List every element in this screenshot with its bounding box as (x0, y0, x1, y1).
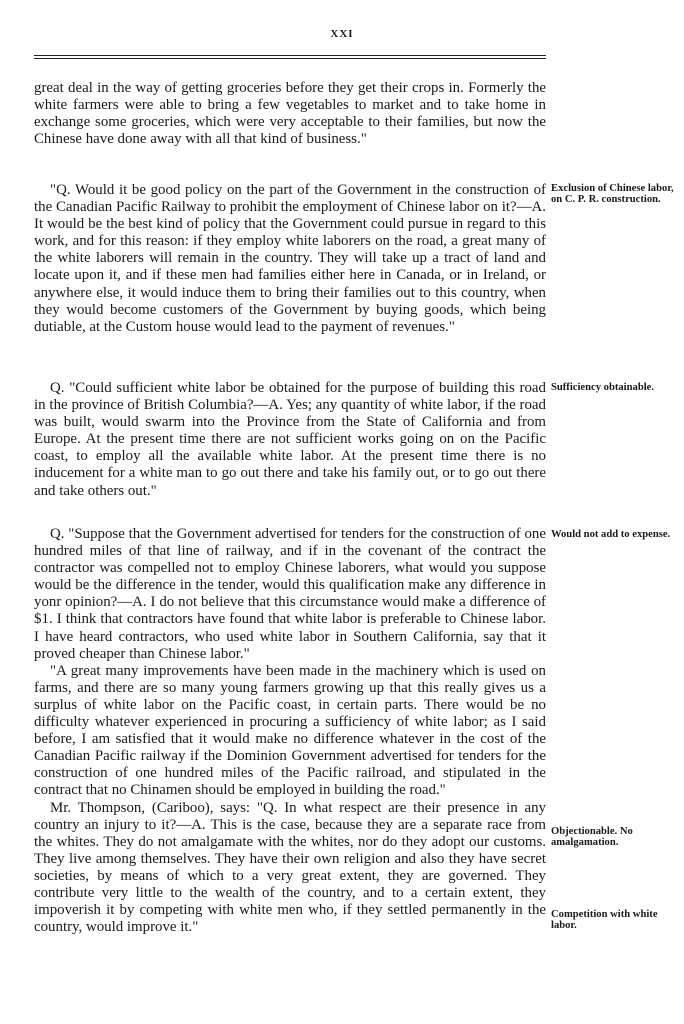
sidenote-competition: Competition with white labor. (551, 909, 658, 931)
paragraph-tenders (34, 526, 546, 936)
paragraph-text: Mr. Thompson, (Cariboo), says: "Q. In what respect are their presence in any country an injury to it?—A. This is the case, because they are a separate race from the whites. They do not amalgamate with the whites, nor do they adopt our customs. They live among themselves. They have their own religion and also they have secret societies, by means of which to a very great extent, they are governed. They contribute very little to the wealth of the country, and to a certain extent, they impoverish it by competing with white men who, if they settled permanently in the country, would improve it." (34, 799, 546, 936)
sidenote-expense: Would not add to expense. (551, 529, 671, 540)
paragraph-text: Q. "Could sufficient white labor be obtained for the purpose of building this road in the province of British Columbia?—A. Yes; any quantity of white labor, if the road was built, would swarm into the Province from the State of California and from Europe. At the present time there are not sufficient works going on on the Pacific coast, to employ all the available white labor. At the present time there is no inducement for a white man to go out there and take his family out, or to go out there and take others out." (34, 380, 546, 499)
sidenote-sufficiency: Sufficiency obtainable. (551, 382, 654, 393)
paragraph-text: Q. "Suppose that the Government advertised for tenders for the construction of one hundred miles of that line of railway, and if in the covenant of the contract the contractor was compelled not to employ Chinese laborers, what would you suppose would be the difference in the tender, would this qualification make any difference in yonr opinion?—A. I do not believe that this circumstance would make a difference of $1. I think that contractors have found that white labor is preferable to Chinese labor. I have heard contractors, who used white labor in Southern California, say that it proved cheaper than Chinese labor." (34, 526, 546, 662)
paragraph-sufficiency (34, 380, 546, 500)
sidenote-amalgamation: Objectionable. No amalgamation. (551, 826, 633, 848)
page-number: XXI (330, 28, 354, 40)
paragraph-groceries (34, 80, 546, 148)
paragraph-text: "Q. Would it be good policy on the part of the Government in the construction of the Canadian Pacific Railway to prohibit the employment of Chinese labor on it?—A. It would be the best kind of policy that the Government could pursue in regard to this work, and for this reason: if they employ white laborers on the road, a great many of the white laborers will remain in the country. They will take up a tract of land and locate upon it, and if these men had families either here in Canada, or in Ireland, or anywhere else, it would induce them to bring their families out to this country, when they would become customers of the Government by buying goods, which being dutiable, at the Custom house would lead to the payment of revenues." (34, 182, 546, 335)
paragraph-policy (34, 182, 546, 336)
header-rule (34, 55, 546, 56)
sidenote-exclusion: Exclusion of Chinese labor, on C. P. R. construction. (551, 183, 674, 205)
paragraph-text: great deal in the way of getting groceries before they get their crops in. Formerly the white farmers were able to bring a few vegetables to market and to take home in exchange some groceries, which were very acceptable to their families, but now the Chinese have done away with all that kind of business." (34, 80, 546, 148)
header-rule-lower (34, 58, 546, 59)
paragraph-text: "A great many improvements have been made in the machinery which is used on farms, and there are so many young farmers growing up that this really gives us a surplus of white labor on the Pacific coast, in certain parts. There would be no difficulty whatever experienced in procuring a sufficiency of white labor; as I said before, I am satisfied that it would make no difference whatever in the cost of the Canadian Pacific railway if the Dominion Government advertised for tenders for the construction of one hundred miles of the Pacific railroad, and stipulated in the contract that no Chinamen should be employed in building the road." (34, 662, 546, 799)
